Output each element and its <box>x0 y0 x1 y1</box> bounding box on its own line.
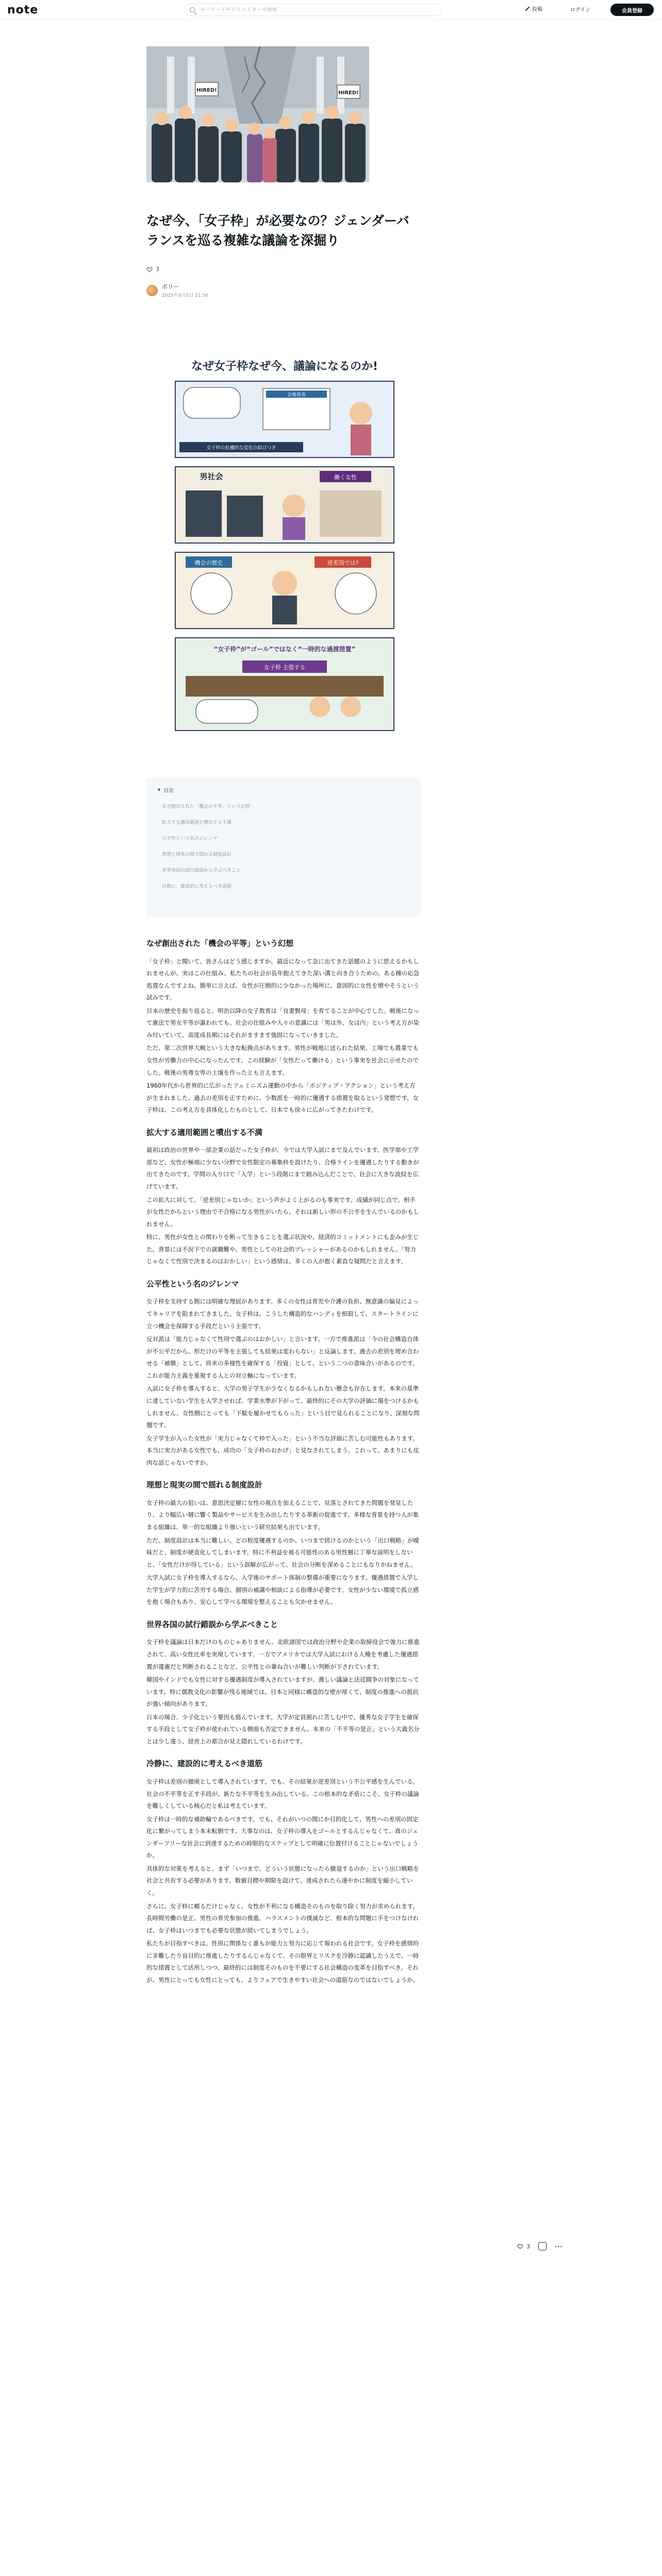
search-input[interactable] <box>200 7 427 13</box>
section-heading: なぜ創出された「機会の平等」という幻想 <box>146 939 294 948</box>
more-icon[interactable]: ··· <box>555 2243 563 2250</box>
section-heading: 公平性という名のジレンマ <box>146 1279 239 1289</box>
panel-2-label: 男社会 <box>200 472 223 481</box>
like-count-float: 3 <box>526 2243 530 2250</box>
publish-date: 2025年6月5日 21:56 <box>162 293 209 298</box>
post-label: 投稿 <box>532 7 542 12</box>
paragraph: 女子枠は差別の撤廃として導入されています。でも、その結果が逆差別という不公平感を生んでいる。社会の不平等を正す手段が、新たな不平等を生み出している。この根本的な矛盾にこそ、女子枠の議論を難しくしている核心だと私は考えています。 <box>146 1777 419 1810</box>
panel-1-label: 女子枠の危機的な変化の結びつき <box>206 446 276 451</box>
like-count-top: 3 <box>156 266 159 273</box>
post-button[interactable] <box>525 5 542 12</box>
table-of-contents <box>146 778 421 917</box>
illustration-panel-4 <box>175 638 394 731</box>
paragraph: 反対派は「能力じゃなくて性別で選ぶのはおかしい」と言います。一方で推進派は「今の社会構造自体が不公平だから、形だけの平等を主張しても結果は変わらない」と反論します。過去の差別を埋め合わせる「補償」として、将来の多様性を確保する「投資」として、という二つの意味合いがあるのです。これが能力主義を重視する人との対立軸になっています。 <box>146 1335 419 1379</box>
paragraph: 最初は政治の世界や一部企業の話だった女子枠が、今では大学入試にまで及んでいます。医学部や工学部など、女性が極端に少ない分野で女性限定の募集枠を設けたり、合格ラインを優遇したりする動きが出てきたのです。学問の入り口で「入学」という段階にまで踏み込んだことで、社会に大きな波紋を広げています。 <box>146 1146 419 1190</box>
hero-illustration-icon <box>146 46 369 182</box>
paragraph: 特に、男性が女性との関わりを断って生きることを選ぶ状況や、経済的コミットメントにも歪みが生じた。背景には不況下での就職難や、男性としての社会的プレッシャーがあるのかもしれません。「努力じゃなくて性別で決まるのはおかしい」という感情は、多くの人が抱く素直な疑問だと言えます。 <box>146 1233 419 1265</box>
section-heading: 理想と現実の間で揺れる制度設計 <box>146 1480 263 1490</box>
paragraph: この拡大に対して、「逆差別じゃないか」という声がよく上がるのも事実です。成績が同じ点で、相手が女性だからという理由で不合格になる男性がいたら、それは新しい形の不公平を生んでいるのかもしれません。 <box>146 1196 419 1228</box>
illustration-panel-3 <box>175 552 394 629</box>
panel-4-tag: 女子枠 主張する <box>263 664 306 671</box>
illustration-heading: なぜ女子枠なぜ今、議論になるのか! <box>191 360 378 373</box>
illustration-panel-1 <box>175 381 394 457</box>
toc-item[interactable]: 冷静に、建設的に考えるべき道筋 <box>162 884 232 889</box>
note-logo[interactable]: note <box>7 4 39 16</box>
chevron-down-icon: ▾ <box>158 787 161 793</box>
site-header <box>0 0 662 20</box>
toc-heading: 目次 <box>163 788 174 794</box>
avatar[interactable] <box>146 285 158 296</box>
heart-icon[interactable] <box>517 2243 523 2249</box>
article-title: なぜ今、「女子枠」が必要なの？ジェンダーバランスを巡る複雑な議論を深掘り <box>146 213 409 248</box>
paragraph: 「女子枠」と聞いて、皆さんはどう感じますか。最近になって急に出てきた話題のように思えるかもしれませんが、実はこの仕組み、私たちの社会が長年抱えてきた深い溝と向き合うための、ある種の応急処置なんですよね。簡単に言えば、女性が圧倒的に少なかった場所に、意図的に女性を増やそうという試みです。 <box>146 957 420 1002</box>
toc-item[interactable]: 世界各国の試行錯誤から学ぶべきこと <box>162 868 241 873</box>
paragraph: 日本の歴史を振り返ると、明治以降の女子教育は「良妻賢母」を育てることが中心でした。戦後になって憲法で男女平等が謳われても、社会の仕組みや人々の意識には「男は外、女は内」という考え方が染み付いていて、高度成長期にはそれがますます強固になっていきました。 <box>146 1007 419 1039</box>
paragraph: ただ、制度設計は本当に難しい。どの程度優遇するのか、いつまで続けるのかという「出口戦略」が曖昧だと、制度が硬直化してしまいます。特に不利益を被る可能性のある男性層に丁寧な説明をしないと、「女性だけが得している」という誤解が広がって、社会の分断を深めることにもなりかねません。 <box>146 1536 419 1568</box>
toc-toggle[interactable] <box>158 786 409 794</box>
panel-1-tag: 合格発表 <box>287 393 306 398</box>
search-box[interactable] <box>184 4 442 16</box>
section-heading: 拡大する適用範囲と噴出する不満 <box>146 1127 263 1137</box>
paragraph: 女子枠の最大の狙いは、意思決定層に女性の視点を加えることで、見落とされてきた問題を発見したり、より幅広い層に響く製品やサービスを生み出したりする革新の促進です。多様な背景を持つ人が集まる組織は、単一的な組織より強いという研究結果も出ています。 <box>146 1499 419 1531</box>
hero-sign-right: HIRED! <box>338 90 359 96</box>
floating-reactions <box>517 2242 563 2250</box>
paragraph: 女子学生が入った女性が「実力じゃなくて枠で入った」という不当な評価に苦しむ可能性もあります。本当に実力がある女性でも、成功の「女子枠のおかげ」と見なされてしまう。これって、あまりにも皮肉な話じゃないですか。 <box>146 1434 419 1466</box>
paragraph: さらに、女子枠に頼るだけじゃなく、女性が不利になる構造そのものを取り除く努力が求められます。長時間労働の是正、男性の育児参加の推進、ハラスメントの撲滅など、根本的な問題に手をつけなければ、女子枠はいつまでも必要な状態が続いてしまうでしょう。 <box>146 1902 419 1934</box>
section-heading: 冷静に、建設的に考えるべき道筋 <box>146 1759 263 1769</box>
panel-3-tag: 逆差別では? <box>327 560 359 566</box>
article-illustration <box>165 357 404 738</box>
hero-image <box>146 46 369 182</box>
paragraph: 日本の場合、少子化という要因も絡んでいます。大学が定員割れに苦しむ中で、優秀な女子学生を確保する手段として女子枠が使われている側面も否定できません。本来の「不平等の是正」という大義名分とは少し違う、経営上の都合が見え隠れしているわけです。 <box>146 1713 420 1745</box>
paragraph: 女子枠は一時的な補助輪であるべきです。でも、それがいつの間にか目的化して、男性への差別の固定化に繋がってしまう本末転倒です。大事なのは、女子枠の導入をゴールとするんじゃなくて、真のジェンダーフリーな社会に到達するための時限的なステップとして明確に位置付けることじゃないでしょうか。 <box>146 1815 419 1859</box>
signup-button[interactable]: 会員登録 <box>610 4 654 16</box>
login-link[interactable]: ログイン <box>570 7 591 13</box>
paragraph: 韓国やインドでも女性に対する優遇制度が導入されていますが、激しい議論と法廷闘争の対象になっています。特に儒教文化の影響が残る地域では、日本と同様に構造的な壁が厚くて、制度の推進への抵抗が強い傾向があります。 <box>146 1676 419 1708</box>
paragraph: 1960年代から世界的に広がったフェミニズム運動の中から「ポジティブ・アクション」という考え方が生まれました。過去の差別を正すために、少数派を一時的に優遇する措置を取るという発想です。女子枠は、この考え方を具体化したものとして、日本でも徐々に広がってきたわけです。 <box>146 1082 419 1114</box>
section-heading: 世界各国の試行錯誤から学ぶべきこと <box>146 1619 278 1629</box>
panel-2-tag: 働く女性 <box>334 474 357 481</box>
paragraph: 具体的な対策を考えると、まず「いつまで、どういう状態になったら撤退するのか」という出口戦略を社会と共有する必要があります。数値目標や期限を設けて、達成されたら速やかに制度を縮小していく。 <box>146 1865 419 1896</box>
search-icon <box>190 7 195 12</box>
heart-icon <box>146 266 153 273</box>
pen-icon <box>525 6 529 10</box>
paragraph: 私たちが目指すべきは、性別に関係なく誰もが能力と努力に応じて報われる社会です。女子枠を感情的に非難したり盲目的に推進したりするんじゃなくて、その限界とリスクを冷静に認識したうえで、一時的な措置として活用しつつ、最終的には制度そのものを不要にする社会構造の変革を目指すべき。それが、男性にとっても女性にとっても、よりフェアで生きやすい社会への道筋なのではないでしょうか。 <box>146 1940 419 1984</box>
article-body <box>146 927 421 1988</box>
toc-item[interactable]: 拡大する適用範囲と噴出する不満 <box>162 820 232 825</box>
panel-3-label: 機会の歴史 <box>194 560 223 566</box>
paragraph: 入試に女子枠を導入すると、大学の男子学生が少なくなるかもしれない懸念も存在します。本来の基準に達していない学生を入学させれば、学業水準が下がって、最終的にその大学の評価に傷をつけるかもしれません。女性側にとっても「下駄を履かせてもらった」という目で見られることになり、深刻な問題です。 <box>146 1385 420 1429</box>
paragraph: 女子枠を支持する側には明確な理屈があります。多くの女性は育児や介護の負担、無意識の偏見によってキャリアを阻まれてきました。女子枠は、こうした構造的なハンディを相殺して、スタートラインに立つ機会を保障する手段だという主張です。 <box>146 1298 419 1330</box>
panel-4-label: “女子枠”が“ゴール”ではなく“一時的な過渡措置” <box>213 646 356 653</box>
toc-item[interactable]: 理想と現実の間で揺れる制度設計 <box>162 852 232 857</box>
like-button-top[interactable] <box>146 266 159 273</box>
illustration-panel-2 <box>175 467 394 543</box>
author-block[interactable] <box>146 282 208 298</box>
paragraph: 大学入試に女子枠を導入するなら、入学後のサポート体制の整備が重要になります。優遇措置で入学した学生が学力的に苦労する場合、個別の補講や相談による指導が必要です。女性が少ない環境で孤立感を抱く場合もあり、安心して学べる環境を整えることも欠かせません。 <box>146 1574 419 1606</box>
paragraph: ただ、第二次世界大戦という大きな転換点があります。男性が戦地に送られた結果、工場でも農業でも女性が労働力の中心になったんです。この経験が「女性だって働ける」という事実を社会に示せたのでした。戦後の男尊女卑の土壌を作ったとも言えます。 <box>146 1044 419 1076</box>
author-name[interactable]: ポリー <box>162 283 179 290</box>
toc-item[interactable]: 公平性という名のジレンマ <box>162 836 218 841</box>
hero-sign-left: HIRED! <box>196 88 217 93</box>
paragraph: 女子枠を議論は日本だけのものじゃありません。北欧諸国では政治分野や企業の取締役会で強力に推進されて、高い女性比率を実現しています。一方でアメリカでは大学入試における人種を考慮した優遇措置が違憲だと判断されることなど、公平性との兼ね合いが難しい判断が下されています。 <box>146 1638 420 1670</box>
toc-item[interactable]: なぜ創出された「機会の平等」という幻想 <box>162 804 251 809</box>
share-icon[interactable] <box>538 2242 547 2250</box>
